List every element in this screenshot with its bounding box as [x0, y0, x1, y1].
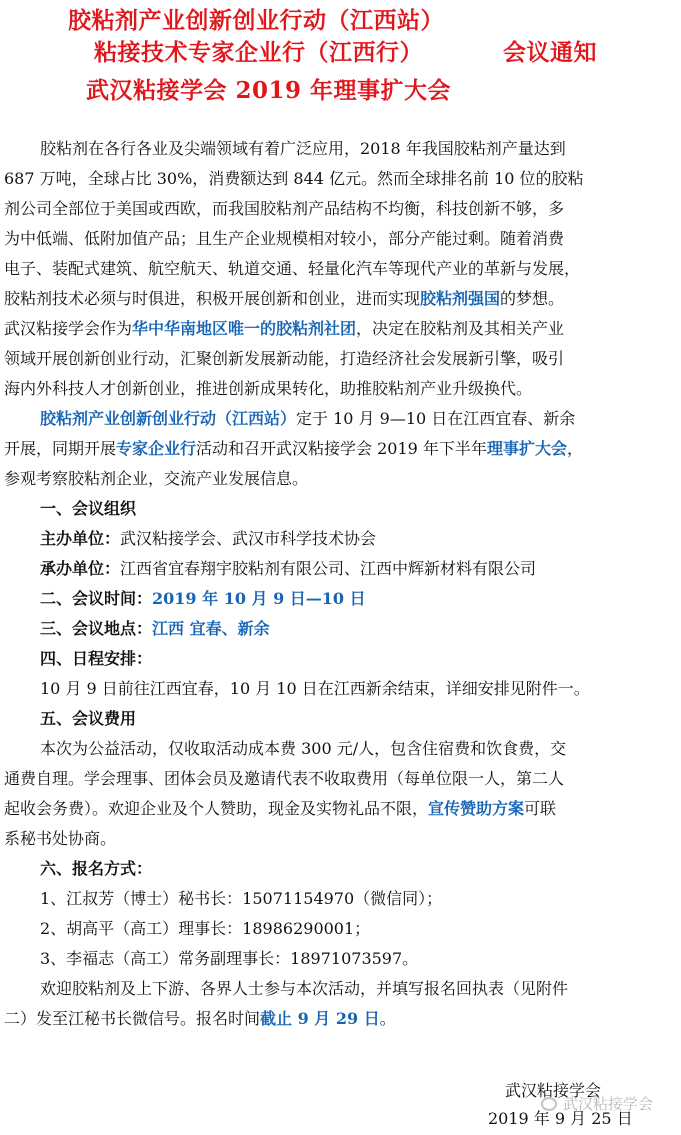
p2-line-2	[4, 438, 677, 460]
p1-line-7	[4, 318, 677, 340]
highlight-strong-nation: 胶粘剂强国	[420, 289, 501, 308]
p1-line-2: 687 万吨，全球占比 30%，消费额达到 844 亿元。然而全球排名前 10 位的胶粘	[4, 169, 584, 188]
meeting-location: 江西 宜春、新余	[152, 619, 270, 638]
fee-line-3a: 起收会务费）。欢迎企业及个人赞助，现金及实物礼品不限，	[4, 799, 429, 818]
signup-line-1: 欢迎胶粘剂及上下游、各界人士参与本次活动，并填写报名回执表（见附件	[40, 979, 569, 998]
highlight-council-meeting: 理事扩大会	[486, 439, 567, 458]
p1-line-5: 电子、装配式建筑、航空航天、轨道交通、轻量化汽车等现代产业的革新与发展，	[4, 259, 581, 278]
watermark	[541, 1093, 653, 1114]
fee-line-3c: 可联	[524, 799, 557, 818]
signup-line-2a: 二）发至江秘书长微信号。报名时间	[4, 1009, 261, 1028]
fee-line-2: 通费自理。学会理事、团体会员及邀请代表不收取费用（每单位限一人，第二人	[4, 769, 565, 788]
p2-line-3: 参观考察胶粘剂企业，交流产业发展信息。	[4, 469, 309, 488]
p1-line-7c: ，决定在胶粘剂及其相关产业	[356, 319, 565, 338]
section-3-label: 三、会议地点：	[40, 619, 153, 638]
section-1-heading: 一、会议组织	[40, 499, 137, 518]
p2-line-1	[4, 408, 677, 430]
watermark-text: 武汉粘接学会	[562, 1095, 653, 1113]
p1-line-1: 胶粘剂在各行各业及尖端领域有着广泛应用，2018 年我国胶粘剂产量达到	[40, 139, 566, 158]
p1-line-4: 为中低端、低附加值产品；且生产企业规模相对较小，部分产能过剩。随着消费	[4, 229, 565, 248]
signup-line-2c: 。	[379, 1009, 396, 1028]
p2-line-1b: 定于 10 月 9—10 日在江西宜春、新余	[296, 409, 576, 428]
p2-line-2a: 开展，同期开展	[4, 439, 117, 458]
host-label: 主办单位：	[40, 529, 121, 548]
p2-line-2e: ，	[566, 439, 583, 458]
highlight-action-jiangxi: 胶粘剂产业创新创业行动（江西站）	[40, 409, 297, 428]
section-6-heading: 六、报名方式：	[40, 859, 153, 878]
fee-line-1: 本次为公益活动，仅收取活动成本费 300 元/人，包含住宿费和饮食费，交	[40, 739, 567, 758]
highlight-unique-society: 华中华南地区唯一的胶粘剂社团	[132, 319, 357, 338]
section-4-heading: 四、日程安排：	[40, 649, 153, 668]
wechat-icon	[541, 1097, 557, 1111]
signup-line-2	[4, 1008, 677, 1030]
p1-line-6	[4, 288, 677, 310]
title-line-3: 武汉粘接学会 2019 年理事扩大会	[86, 77, 452, 104]
section-2-label: 二、会议时间：	[40, 589, 153, 608]
organizer-row	[4, 558, 677, 580]
p1-line-6a: 胶粘剂技术必须与时俱进，积极开展创新和创业，进而实现	[4, 289, 421, 308]
section-3-row	[4, 618, 677, 640]
p1-line-7a: 武汉粘接学会作为	[4, 319, 133, 338]
fee-line-3	[4, 798, 677, 820]
signature-date: 2019 年 9 月 25 日	[488, 1109, 633, 1128]
sponsorship-plan-link[interactable]: 宣传赞助方案	[428, 799, 525, 818]
fee-line-4: 系秘书处协商。	[4, 829, 117, 848]
contact-3: 3、李福志（高工）常务副理事长：18971073597。	[40, 949, 419, 968]
p1-line-3: 剂公司全部位于美国或西欧，而我国胶粘剂产品结构不均衡，科技创新不够，多	[4, 199, 565, 218]
p1-line-8: 领域开展创新创业行动，汇聚创新发展新动能，打造经济社会发展新引擎，吸引	[4, 349, 565, 368]
signup-deadline: 截止 9 月 29 日	[260, 1009, 380, 1028]
contact-2: 2、胡高平（高工）理事长：18986290001；	[40, 919, 371, 938]
organizer-value: 江西省宜春翔宇胶粘剂有限公司、江西中辉新材料有限公司	[120, 559, 537, 578]
p1-line-6c: 的梦想。	[500, 289, 565, 308]
section-2-row	[4, 588, 677, 610]
p1-line-9: 海内外科技人才创新创业，推进创新成果转化，助推胶粘剂产业升级换代。	[4, 379, 533, 398]
signature-org: 武汉粘接学会	[505, 1081, 602, 1100]
host-value: 武汉粘接学会、武汉市科学技术协会	[120, 529, 377, 548]
meeting-time: 2019 年 10 月 9 日—10 日	[152, 589, 366, 608]
title-line-1: 胶粘剂产业创新创业行动（江西站）	[68, 7, 444, 34]
title-line-2: 粘接技术专家企业行（江西行）	[94, 39, 423, 66]
host-row	[4, 528, 677, 550]
schedule-text: 10 月 9 日前往江西宜春，10 月 10 日在江西新余结束，详细安排见附件一。	[40, 679, 590, 698]
organizer-label: 承办单位：	[40, 559, 121, 578]
section-5-heading: 五、会议费用	[40, 709, 137, 728]
title-notice: 会议通知	[503, 39, 597, 66]
p2-line-2c: 活动和召开武汉粘接学会 2019 年下半年	[196, 439, 487, 458]
highlight-expert-tour: 专家企业行	[116, 439, 197, 458]
contact-1: 1、江叔芳（博士）秘书长：15071154970（微信同）；	[40, 889, 443, 908]
